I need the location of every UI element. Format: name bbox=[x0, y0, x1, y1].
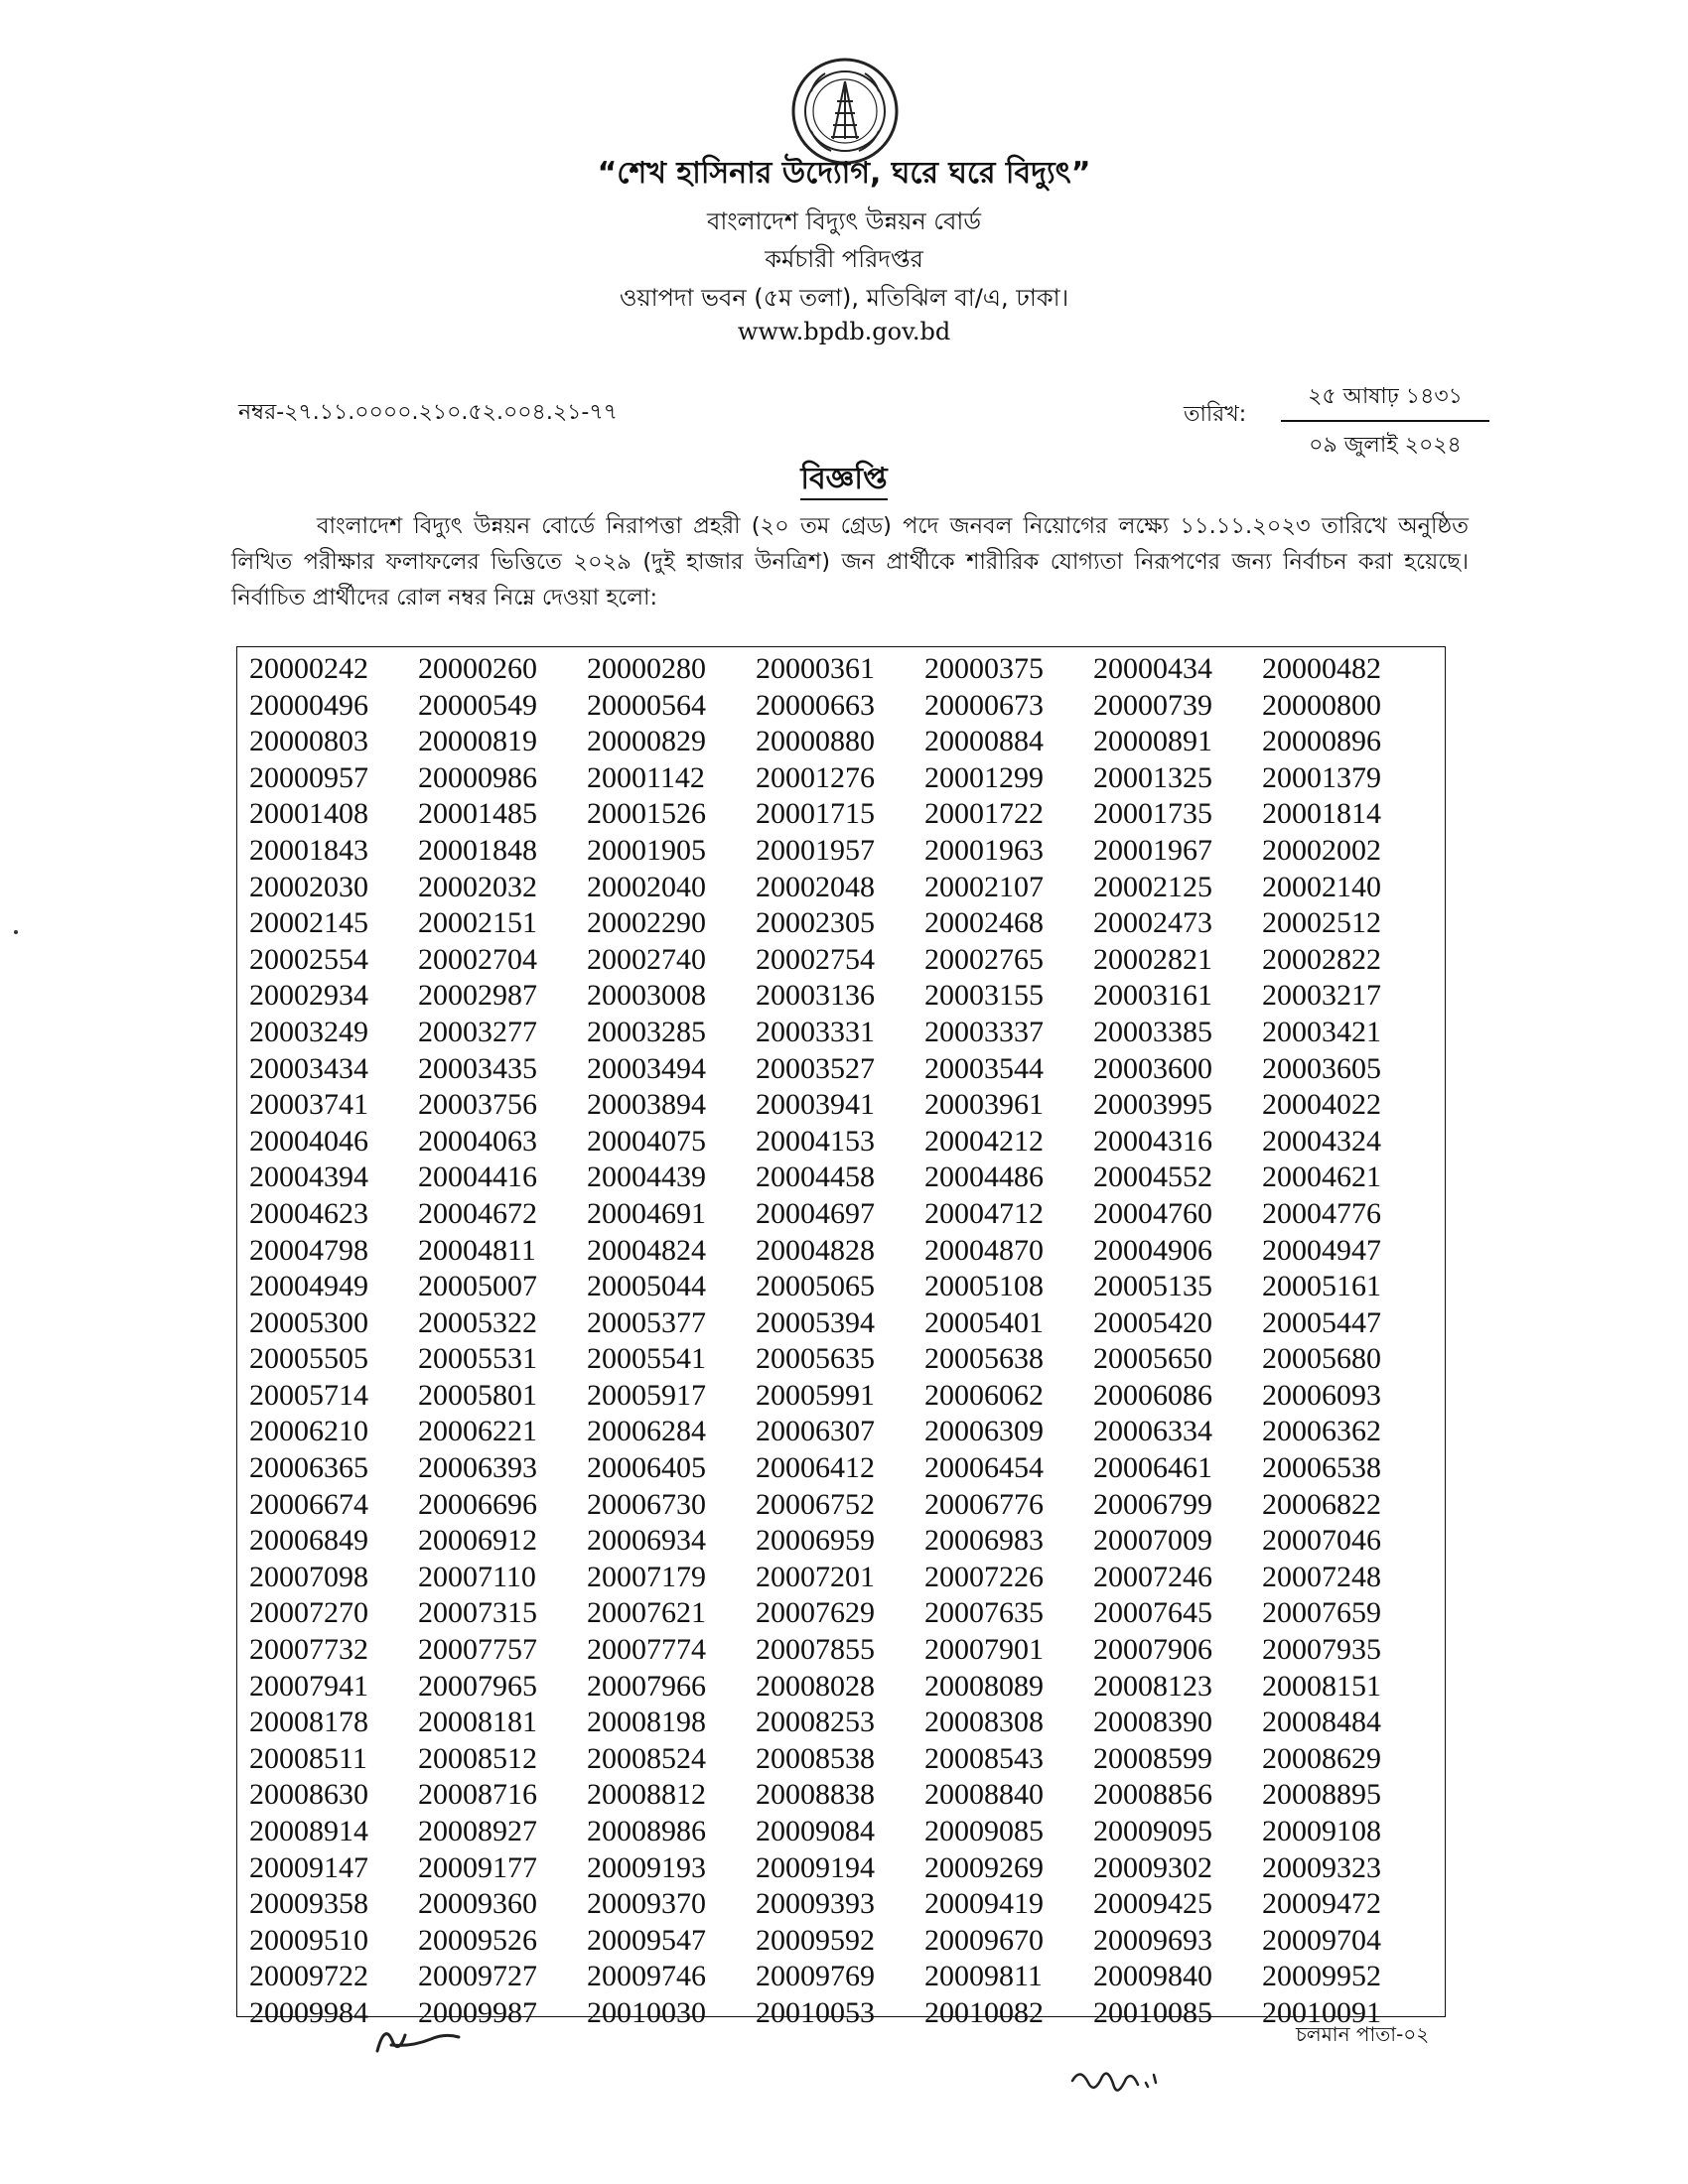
roll-number: 20010091 bbox=[1262, 1995, 1381, 2029]
roll-number: 20004394 bbox=[249, 1160, 368, 1194]
roll-number: 20007098 bbox=[249, 1560, 368, 1593]
roll-number: 20000884 bbox=[924, 725, 1044, 758]
roll-number: 20001735 bbox=[1093, 797, 1212, 831]
roll-number: 20004906 bbox=[1093, 1233, 1212, 1267]
roll-number: 20008253 bbox=[756, 1706, 875, 1739]
roll-number: 20005991 bbox=[756, 1378, 875, 1412]
roll-number: 20007732 bbox=[249, 1633, 368, 1667]
roll-number: 20000673 bbox=[924, 688, 1044, 722]
roll-number: 20000434 bbox=[1093, 652, 1212, 685]
roll-number: 20002048 bbox=[756, 870, 875, 903]
department-name: কর্মচারী পরিদপ্তর bbox=[765, 245, 923, 273]
roll-number: 20007659 bbox=[1262, 1596, 1381, 1630]
roll-number: 20004949 bbox=[249, 1270, 368, 1303]
roll-number: 20005420 bbox=[1093, 1305, 1212, 1339]
roll-number: 20007941 bbox=[249, 1669, 368, 1703]
roll-number: 20007248 bbox=[1262, 1560, 1381, 1593]
roll-number: 20008484 bbox=[1262, 1706, 1381, 1739]
roll-number: 20006799 bbox=[1093, 1487, 1212, 1521]
roll-number: 20002040 bbox=[587, 870, 706, 903]
signature-icon bbox=[1068, 2057, 1164, 2105]
roll-number: 20009704 bbox=[1262, 1923, 1381, 1957]
roll-number: 20003756 bbox=[418, 1088, 537, 1122]
roll-number: 20002554 bbox=[249, 942, 368, 976]
roll-number: 20005541 bbox=[587, 1342, 706, 1376]
roll-number: 20001848 bbox=[418, 833, 537, 867]
roll-number: 20001142 bbox=[587, 760, 705, 794]
roll-number: 20006461 bbox=[1093, 1451, 1212, 1485]
roll-number: 20002704 bbox=[418, 942, 537, 976]
roll-number: 20007315 bbox=[418, 1596, 537, 1630]
roll-number: 20004947 bbox=[1262, 1233, 1381, 1267]
roll-number: 20008524 bbox=[587, 1741, 706, 1775]
roll-number: 20001485 bbox=[418, 797, 537, 831]
roll-number: 20005447 bbox=[1262, 1305, 1381, 1339]
roll-number: 20009085 bbox=[924, 1815, 1044, 1847]
roll-number: 20008599 bbox=[1093, 1741, 1212, 1775]
roll-number: 20003155 bbox=[924, 979, 1044, 1013]
roll-number: 20002821 bbox=[1093, 942, 1212, 976]
roll-number: 20002754 bbox=[756, 942, 875, 976]
roll-number: 20003385 bbox=[1093, 1015, 1212, 1048]
roll-number: 20000829 bbox=[587, 725, 706, 758]
roll-number: 20000361 bbox=[756, 652, 875, 685]
roll-number: 20003894 bbox=[587, 1088, 706, 1122]
roll-number: 20005108 bbox=[924, 1270, 1044, 1303]
roll-number: 20009360 bbox=[418, 1887, 537, 1921]
roll-number: 20001715 bbox=[756, 797, 875, 831]
roll-number: 20000800 bbox=[1262, 688, 1381, 722]
roll-number: 20003741 bbox=[249, 1088, 368, 1122]
roll-number: 20009746 bbox=[587, 1960, 706, 1993]
roll-number: 20006309 bbox=[924, 1415, 1044, 1448]
roll-number: 20003421 bbox=[1262, 1015, 1381, 1048]
roll-number: 20009193 bbox=[587, 1850, 706, 1884]
roll-number-grid bbox=[249, 651, 1441, 2032]
org-name: বাংলাদেশ বিদ্যুৎ উন্নয়ন বোর্ড bbox=[706, 207, 982, 235]
roll-number: 20002473 bbox=[1093, 906, 1212, 940]
roll-number: 20000803 bbox=[249, 725, 368, 758]
roll-number: 20000549 bbox=[418, 688, 537, 722]
roll-number: 20002140 bbox=[1262, 870, 1381, 903]
roll-number: 20006696 bbox=[418, 1487, 537, 1521]
roll-number: 20007757 bbox=[418, 1633, 537, 1667]
roll-number: 20005801 bbox=[418, 1378, 537, 1412]
roll-number: 20008089 bbox=[924, 1669, 1044, 1703]
roll-number: 20007935 bbox=[1262, 1633, 1381, 1667]
roll-number: 20006093 bbox=[1262, 1378, 1381, 1412]
roll-number: 20003285 bbox=[587, 1015, 706, 1048]
roll-number: 20000986 bbox=[418, 760, 537, 794]
roll-number: 20009393 bbox=[756, 1887, 875, 1921]
roll-number: 20004691 bbox=[587, 1196, 706, 1230]
roll-number: 20002125 bbox=[1093, 870, 1212, 903]
roll-number: 20008856 bbox=[1093, 1778, 1212, 1812]
roll-number: 20009370 bbox=[587, 1887, 706, 1921]
roll-number: 20009358 bbox=[249, 1887, 368, 1921]
roll-number: 20004824 bbox=[587, 1233, 706, 1267]
roll-number: 20004828 bbox=[756, 1233, 875, 1267]
memo-number: নম্বর-২৭.১১.০০০০.২১০.৫২.০০৪.২১-৭৭ bbox=[238, 400, 618, 425]
roll-number: 20005531 bbox=[418, 1342, 537, 1376]
roll-number: 20006454 bbox=[924, 1451, 1044, 1485]
roll-number: 20004075 bbox=[587, 1124, 706, 1158]
roll-number: 20004212 bbox=[924, 1124, 1044, 1158]
roll-number: 20000280 bbox=[587, 652, 706, 685]
roll-number: 20004672 bbox=[418, 1196, 537, 1230]
roll-number: 20002145 bbox=[249, 906, 368, 940]
roll-number: 20006983 bbox=[924, 1524, 1044, 1558]
roll-number: 20005161 bbox=[1262, 1270, 1381, 1303]
roll-number: 20002305 bbox=[756, 906, 875, 940]
roll-number: 20000739 bbox=[1093, 688, 1212, 722]
roll-number: 20009952 bbox=[1262, 1960, 1381, 1993]
roll-number: 20008543 bbox=[924, 1741, 1044, 1775]
roll-number: 20006210 bbox=[249, 1415, 368, 1448]
roll-number: 20009727 bbox=[418, 1960, 537, 1993]
roll-number: 20009547 bbox=[587, 1923, 706, 1957]
roll-number: 20004776 bbox=[1262, 1196, 1381, 1230]
roll-number: 20001967 bbox=[1093, 833, 1212, 867]
notice-title-text: বিজ্ঞপ্তি bbox=[800, 462, 887, 500]
roll-number: 20004153 bbox=[756, 1124, 875, 1158]
roll-number: 20002468 bbox=[924, 906, 1044, 940]
roll-number: 20003434 bbox=[249, 1051, 368, 1085]
roll-number: 20006307 bbox=[756, 1415, 875, 1448]
roll-number: 20004439 bbox=[587, 1160, 706, 1194]
roll-number: 20006538 bbox=[1262, 1451, 1381, 1485]
roll-number: 20008716 bbox=[418, 1778, 537, 1812]
roll-number: 20004798 bbox=[249, 1233, 368, 1267]
roll-number: 20007226 bbox=[924, 1560, 1044, 1593]
roll-number: 20009108 bbox=[1262, 1815, 1381, 1847]
roll-number: 20002822 bbox=[1262, 942, 1381, 976]
roll-number: 20008986 bbox=[587, 1815, 706, 1847]
roll-number: 20009984 bbox=[249, 1995, 368, 2029]
roll-number: 20003008 bbox=[587, 979, 706, 1013]
roll-number: 20001814 bbox=[1262, 797, 1381, 831]
roll-number: 20003337 bbox=[924, 1015, 1044, 1048]
roll-number: 20009302 bbox=[1093, 1850, 1212, 1884]
roll-number: 20005714 bbox=[249, 1378, 368, 1412]
date-block bbox=[1281, 379, 1489, 465]
roll-number: 20008812 bbox=[587, 1778, 706, 1812]
roll-number: 20005377 bbox=[587, 1305, 706, 1339]
roll-number: 20007621 bbox=[587, 1596, 706, 1630]
roll-number: 20008840 bbox=[924, 1778, 1044, 1812]
roll-number: 20007645 bbox=[1093, 1596, 1212, 1630]
roll-number: 20003217 bbox=[1262, 979, 1381, 1013]
notice-body: বাংলাদেশ বিদ্যুৎ উন্নয়ন বোর্ডে নিরাপত্তা প্রহরী (২০ তম গ্রেড) পদে জনবল নিয়োগের লক্ষ্যে ১১.১১.২০২৩ তারিখে অনুষ্ঠিত লিখিত পরীক্ষার ফলাফলের ভিত্তিতে ২০২৯ (দুই হাজার উনত্রিশ) জন প্রার্থীকে শারীরিক যোগ্যতা নিরূপণের জন্য নির্বাচন করা হয়েছে। নির্বাচিত প্রার্থীদের রোল নম্বর নিম্নে দেওয়া হলো: bbox=[231, 513, 1469, 611]
roll-number: 20008629 bbox=[1262, 1741, 1381, 1775]
roll-number: 20007201 bbox=[756, 1560, 875, 1593]
date-label: তারিখ: bbox=[1184, 402, 1247, 427]
roll-number: 20002151 bbox=[418, 906, 537, 940]
roll-number: 20000896 bbox=[1262, 725, 1381, 758]
roll-number: 20008914 bbox=[249, 1815, 368, 1847]
roll-number: 20004416 bbox=[418, 1160, 537, 1194]
roll-number: 20007009 bbox=[1093, 1524, 1212, 1558]
roll-number: 20004870 bbox=[924, 1233, 1044, 1267]
roll-number: 20006365 bbox=[249, 1451, 368, 1485]
date-english: ০৯ জুলাই ২০২৪ bbox=[1309, 433, 1462, 458]
roll-number: 20002765 bbox=[924, 942, 1044, 976]
roll-number: 20003544 bbox=[924, 1051, 1044, 1085]
roll-number: 20010053 bbox=[756, 1995, 875, 2029]
roll-number: 20009840 bbox=[1093, 1960, 1212, 1993]
roll-number: 20004316 bbox=[1093, 1124, 1212, 1158]
continued-page-note: চলমান পাতা-০২ bbox=[1296, 2022, 1430, 2046]
roll-number: 20007906 bbox=[1093, 1633, 1212, 1667]
roll-number: 20007046 bbox=[1262, 1524, 1381, 1558]
roll-number: 20009722 bbox=[249, 1960, 368, 1993]
roll-number: 20009323 bbox=[1262, 1850, 1381, 1884]
roll-number: 20005007 bbox=[418, 1270, 537, 1303]
roll-number: 20006062 bbox=[924, 1378, 1044, 1412]
roll-number: 20006412 bbox=[756, 1451, 875, 1485]
roll-number: 20006393 bbox=[418, 1451, 537, 1485]
roll-number: 20000496 bbox=[249, 688, 368, 722]
roll-number: 20000891 bbox=[1093, 725, 1212, 758]
roll-number: 20008538 bbox=[756, 1741, 875, 1775]
roll-number: 20009269 bbox=[924, 1850, 1044, 1884]
roll-number: 20000375 bbox=[924, 652, 1044, 685]
roll-number: 20000260 bbox=[418, 652, 537, 685]
roll-number: 20009419 bbox=[924, 1887, 1044, 1921]
roll-number: 20002032 bbox=[418, 870, 537, 903]
roll-number: 20008390 bbox=[1093, 1706, 1212, 1739]
roll-number: 20006934 bbox=[587, 1524, 706, 1558]
roll-number: 20003435 bbox=[418, 1051, 537, 1085]
roll-number: 20003161 bbox=[1093, 979, 1212, 1013]
roll-number: 20004022 bbox=[1262, 1088, 1381, 1122]
roll-number: 20006849 bbox=[249, 1524, 368, 1558]
roll-number: 20000564 bbox=[587, 688, 706, 722]
roll-number: 20009177 bbox=[418, 1850, 537, 1884]
roll-number: 20005635 bbox=[756, 1342, 875, 1376]
roll-number: 20004046 bbox=[249, 1124, 368, 1158]
roll-number: 20005680 bbox=[1262, 1342, 1381, 1376]
roll-number: 20008927 bbox=[418, 1815, 537, 1847]
roll-number: 20006776 bbox=[924, 1487, 1044, 1521]
roll-number: 20006959 bbox=[756, 1524, 875, 1558]
roll-number: 20004760 bbox=[1093, 1196, 1212, 1230]
roll-number: 20010082 bbox=[924, 1995, 1044, 2029]
signature-icon bbox=[371, 2017, 463, 2057]
roll-number: 20003277 bbox=[418, 1015, 537, 1048]
roll-number: 20004712 bbox=[924, 1196, 1044, 1230]
roll-number: 20002740 bbox=[587, 942, 706, 976]
roll-number: 20004811 bbox=[418, 1233, 536, 1267]
roll-number: 20002934 bbox=[249, 979, 368, 1013]
roll-number: 20007270 bbox=[249, 1596, 368, 1630]
roll-number: 20008838 bbox=[756, 1778, 875, 1812]
roll-number: 20005505 bbox=[249, 1342, 368, 1376]
roll-number: 20004063 bbox=[418, 1124, 537, 1158]
roll-number: 20008630 bbox=[249, 1778, 368, 1812]
roll-number: 20006674 bbox=[249, 1487, 368, 1521]
roll-number: 20007110 bbox=[418, 1560, 536, 1593]
roll-number: 20001843 bbox=[249, 833, 368, 867]
roll-number: 20006730 bbox=[587, 1487, 706, 1521]
roll-number: 20010030 bbox=[587, 1995, 706, 2029]
roll-number: 20003605 bbox=[1262, 1051, 1381, 1085]
roll-number: 20000242 bbox=[249, 652, 368, 685]
roll-number: 20005650 bbox=[1093, 1342, 1212, 1376]
roll-number: 20005300 bbox=[249, 1305, 368, 1339]
roll-number: 20009472 bbox=[1262, 1887, 1381, 1921]
roll-number: 20006822 bbox=[1262, 1487, 1381, 1521]
roll-number: 20006086 bbox=[1093, 1378, 1212, 1412]
roll-number: 20007965 bbox=[418, 1669, 537, 1703]
roll-number: 20004324 bbox=[1262, 1124, 1381, 1158]
roll-number: 20003136 bbox=[756, 979, 875, 1013]
roll-number: 20009769 bbox=[756, 1960, 875, 1993]
roll-number: 20007901 bbox=[924, 1633, 1044, 1667]
roll-number: 20003494 bbox=[587, 1051, 706, 1085]
roll-number: 20007629 bbox=[756, 1596, 875, 1630]
roll-number: 20005401 bbox=[924, 1305, 1044, 1339]
roll-number: 20002030 bbox=[249, 870, 368, 903]
roll-number: 20004552 bbox=[1093, 1160, 1212, 1194]
roll-number: 20008308 bbox=[924, 1706, 1044, 1739]
roll-number: 20008123 bbox=[1093, 1669, 1212, 1703]
roll-number: 20007774 bbox=[587, 1633, 706, 1667]
roll-number: 20001276 bbox=[756, 760, 875, 794]
roll-number: 20007179 bbox=[587, 1560, 706, 1593]
roll-number: 20000482 bbox=[1262, 652, 1381, 685]
roll-number: 20000880 bbox=[756, 725, 875, 758]
roll-number: 20001722 bbox=[924, 797, 1044, 831]
roll-number: 20002107 bbox=[924, 870, 1044, 903]
slogan: “শেখ হাসিনার উদ্যোগ, ঘরে ঘরে বিদ্যুৎ” bbox=[597, 156, 1091, 191]
roll-number: 20009592 bbox=[756, 1923, 875, 1957]
roll-number: 20003527 bbox=[756, 1051, 875, 1085]
roll-number: 20006912 bbox=[418, 1524, 537, 1558]
roll-number: 20000957 bbox=[249, 760, 368, 794]
roll-number: 20002987 bbox=[418, 979, 537, 1013]
roll-number: 20001325 bbox=[1093, 760, 1212, 794]
roll-number: 20009084 bbox=[756, 1815, 875, 1847]
roll-number: 20008178 bbox=[249, 1706, 368, 1739]
roll-number: 20009147 bbox=[249, 1850, 368, 1884]
roll-number: 20005917 bbox=[587, 1378, 706, 1412]
roll-number: 20008198 bbox=[587, 1706, 706, 1739]
roll-number: 20008181 bbox=[418, 1706, 537, 1739]
roll-number: 20003961 bbox=[924, 1088, 1044, 1122]
roll-number: 20007635 bbox=[924, 1596, 1044, 1630]
roll-number: 20003600 bbox=[1093, 1051, 1212, 1085]
roll-number: 20006221 bbox=[418, 1415, 537, 1448]
roll-number: 20009811 bbox=[924, 1960, 1043, 1993]
scan-speck bbox=[14, 930, 18, 934]
website-link[interactable]: www.bpdb.gov.bd bbox=[737, 318, 951, 345]
roll-number: 20001905 bbox=[587, 833, 706, 867]
roll-number: 20007966 bbox=[587, 1669, 706, 1703]
roll-number: 20000819 bbox=[418, 725, 537, 758]
roll-number: 20006405 bbox=[587, 1451, 706, 1485]
roll-number: 20005135 bbox=[1093, 1270, 1212, 1303]
roll-number: 20009510 bbox=[249, 1923, 368, 1957]
roll-number: 20006334 bbox=[1093, 1415, 1212, 1448]
roll-number: 20008511 bbox=[249, 1741, 367, 1775]
roll-number: 20008028 bbox=[756, 1669, 875, 1703]
roll-number: 20004621 bbox=[1262, 1160, 1381, 1194]
roll-number: 20005394 bbox=[756, 1305, 875, 1339]
roll-number: 20001957 bbox=[756, 833, 875, 867]
roll-number: 20003995 bbox=[1093, 1088, 1212, 1122]
roll-number: 20005065 bbox=[756, 1270, 875, 1303]
roll-number: 20010085 bbox=[1093, 1995, 1212, 2029]
roll-number: 20006284 bbox=[587, 1415, 706, 1448]
roll-number: 20003941 bbox=[756, 1088, 875, 1122]
roll-number: 20004697 bbox=[756, 1196, 875, 1230]
notice-title bbox=[0, 455, 1688, 505]
roll-number: 20008512 bbox=[418, 1741, 537, 1775]
roll-number: 20009670 bbox=[924, 1923, 1044, 1957]
roll-number: 20009194 bbox=[756, 1850, 875, 1884]
roll-number: 20001379 bbox=[1262, 760, 1381, 794]
roll-number: 20002290 bbox=[587, 906, 706, 940]
roll-number: 20004486 bbox=[924, 1160, 1044, 1194]
roll-number: 20006752 bbox=[756, 1487, 875, 1521]
roll-number: 20001408 bbox=[249, 797, 368, 831]
roll-number: 20004623 bbox=[249, 1196, 368, 1230]
roll-number: 20008151 bbox=[1262, 1669, 1381, 1703]
roll-number: 20007246 bbox=[1093, 1560, 1212, 1593]
roll-number: 20008895 bbox=[1262, 1778, 1381, 1812]
roll-number: 20001963 bbox=[924, 833, 1044, 867]
roll-number: 20001526 bbox=[587, 797, 706, 831]
roll-number: 20005044 bbox=[587, 1270, 706, 1303]
roll-number: 20006362 bbox=[1262, 1415, 1381, 1448]
roll-number: 20005322 bbox=[418, 1305, 537, 1339]
roll-number: 20009425 bbox=[1093, 1887, 1212, 1921]
roll-number: 20000663 bbox=[756, 688, 875, 722]
roll-number: 20007855 bbox=[756, 1633, 875, 1667]
date-bangla: ২৫ আষাঢ় ১৪৩১ bbox=[1281, 379, 1489, 422]
roll-number: 20004458 bbox=[756, 1160, 875, 1194]
roll-number: 20001299 bbox=[924, 760, 1044, 794]
roll-number: 20002512 bbox=[1262, 906, 1381, 940]
roll-number: 20009987 bbox=[418, 1995, 537, 2029]
roll-number-table bbox=[236, 646, 1446, 2029]
roll-number: 20009526 bbox=[418, 1923, 537, 1957]
roll-number: 20003249 bbox=[249, 1015, 368, 1048]
roll-number: 20003331 bbox=[756, 1015, 875, 1048]
roll-number: 20009095 bbox=[1093, 1815, 1212, 1847]
roll-number: 20009693 bbox=[1093, 1923, 1212, 1957]
office-address: ওয়াপদা ভবন (৫ম তলা), মতিঝিল বা/এ, ঢাকা। bbox=[619, 284, 1069, 312]
roll-number: 20005638 bbox=[924, 1342, 1044, 1376]
roll-number: 20002002 bbox=[1262, 833, 1381, 867]
